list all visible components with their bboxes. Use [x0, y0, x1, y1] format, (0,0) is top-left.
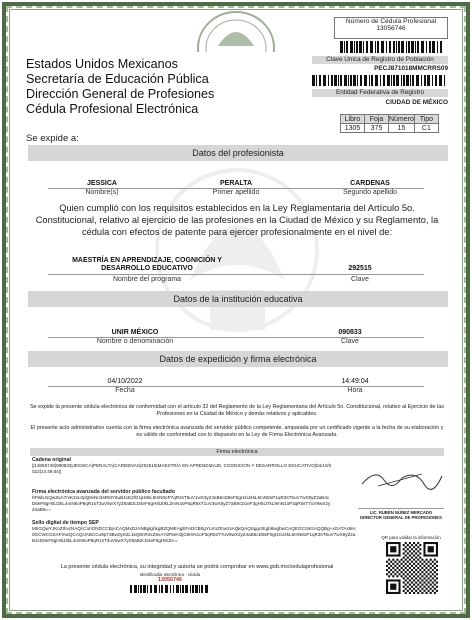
curp-barcode — [312, 75, 448, 86]
servidor-value: hF9dU1QwZaA7mK2xL0pQ8vNn3sR5tY6uB4cE2fG1jH8kL9mN0oP7qR2sT5uV1wX3yZ4aB6cD8eF0gH2iJ4kL6mN8oP1qR3sT5uV7wX9yZ2aB4cD6eF8gH0iJ2kL4mN6oP8qR1sT3uV5wX7yZ9aB2cD4eF6gH8iJ0kL2mN4oP6qR8sT1uV3wX5yZ7aB9cD1eF3gH5iJ7kL9mN1oP3qR5sT7uV9wX2yZ4aB6== — [32, 495, 331, 512]
institucion-nombre-label: Nombre o denominación — [96, 338, 174, 345]
institucion-clave-label: Clave — [341, 338, 359, 345]
cedula-barcode — [340, 41, 444, 53]
divider — [48, 274, 424, 275]
footer-text: La presente cédula electrónica, su integridad y autoría se podrá comprobar en www.gob.mx/cedulaprofesional — [60, 564, 334, 570]
footer-id-value: 13056746 — [158, 577, 182, 583]
institucion-band: Datos de la institución educativa — [28, 291, 448, 307]
entidad-value: CIUDAD DE MÉXICO — [385, 99, 448, 106]
document-title: Cédula Profesional Electrónica — [26, 102, 199, 116]
sello-value: MIIGQwYJKoZIhvcNAQcCoIIGNDCCBjACAQMxDzANBglghkgBZQMEAgEFADCB0gYLKoZIhvcNAQkQAQSggcIEgb8wgbwCAQEGCSsGAQQBg+xOATAxMA0GCWCGSAFlAwQCAQUABCCu9pT3Bw0yS2L1kQ8nR4xZ5vA7dF6eH2jG9mN1oP3qR5sT7uV9wX2yZ4aB6cD8eF0gH2iJ4kL6mN8oP1qR3sT5uV7wX9yZ2aB4cD6eF8gH0iJ2kL4mN6oP8qR1sT3uV5wX7yZ9aB2cD4eF6gH8iJ0== — [32, 526, 356, 543]
se-expide-label: Se expide a: — [26, 133, 79, 144]
sello-label: Sello digital de tiempo SEP — [32, 520, 99, 526]
cedula-number-box — [334, 17, 448, 39]
nombre-value: JESSICA — [87, 180, 117, 187]
entidad-label: Entidad Federativa de Registro — [312, 89, 448, 97]
programa-clave-label: Clave — [351, 276, 369, 283]
signer-name: LIC. RUBÉN NÚÑEZ MERCADO — [369, 510, 433, 515]
country-name: Estados Unidos Mexicanos — [26, 57, 178, 71]
libro-value: 1305 — [341, 124, 365, 133]
programa-nombre-value: MAESTRÍA EN APRENDIZAJE, COGNICIÓN Y DESARROLLO EDUCATIVO — [72, 257, 222, 272]
primer-apellido-value: PERALTA — [219, 180, 253, 187]
cedula-number-label: Número de Cédula Profesional — [345, 18, 437, 25]
cadena-label: Cadena original — [32, 457, 71, 463]
footer-id-label: Identificador electrónico - cédula — [139, 572, 201, 577]
profesionista-band: Datos del profesionista — [28, 145, 448, 161]
foja-header: Foja — [365, 115, 389, 124]
tipo-header: Tipo — [414, 115, 438, 124]
cedula-number-value: 13056746 — [376, 25, 406, 32]
footer-barcode — [130, 585, 210, 593]
institucion-nombre-value: UNIR MÉXICO — [111, 329, 159, 336]
qr-label: QR para validar la información — [381, 535, 441, 540]
qr-code-icon — [386, 542, 438, 594]
tipo-value: C1 — [414, 124, 438, 133]
cadena-value: ||13056746|090833|JESSICA|PERALTA|CARDENAS|292515|MAESTRÍA EN APRENDIZAJE, COGNICIÓN Y DESARROLLO EDUCATIVO|04/10/2022|14:49:04|| — [32, 463, 332, 474]
expedicion-band: Datos de expedición y firma electrónica — [28, 351, 448, 367]
curp-label: Clave Única de Registro de Población — [312, 56, 448, 64]
numero-header: Número — [389, 115, 414, 123]
institucion-clave-value: 090833 — [338, 329, 362, 336]
hora-label: Hora — [347, 387, 363, 394]
firma-band: Firma electrónica — [30, 448, 444, 456]
foja-value: 375 — [365, 124, 389, 133]
segundo-apellido-label: Segundo apellido — [342, 189, 398, 196]
servidor-label: Firma electrónica avanzada del servidor público facultado — [32, 489, 175, 495]
header-lines — [26, 57, 256, 117]
libro-header: Libro — [341, 115, 365, 124]
fecha-label: Fecha — [115, 387, 135, 394]
directorate-name: Dirección General de Profesiones — [26, 87, 215, 101]
national-seal-icon — [196, 8, 276, 52]
primer-apellido-label: Primer apellido — [212, 189, 260, 196]
hora-value: 14:49:04 — [341, 378, 369, 385]
libro-table — [340, 114, 439, 133]
fecha-value: 04/10/2022 — [107, 378, 143, 385]
signature-line — [358, 508, 444, 509]
curp-value: PECJ871018MMCRRS09 — [374, 65, 448, 72]
nombre-label: Nombre(s) — [85, 189, 119, 196]
legal-paragraph-1: Se expide la presente cédula electrónica de conformidad con el artículo 32 del Reglamento de la Ley Reglamentaria del Artículo 5o. Constitucional, relativo al Ejercicio de las Profesiones en la Ciudad de México y demás relativos y aplicables. — [30, 404, 444, 417]
ministry-name: Secretaría de Educación Pública — [26, 72, 209, 86]
legal-paragraph-2: El presente acto administrativo cuenta con la firma electrónica avanzada del servidor público competente, amparada por un certificado vigente a la fecha de su elaboración y es válido de conformidad con lo dispuesto en la Ley de Firma Electrónica Avanzada. — [30, 425, 444, 438]
numero-value: 15 — [389, 124, 415, 133]
programa-nombre-label: Nombre del programa — [112, 276, 182, 283]
signer-title: DIRECTOR GENERAL DE PROFESIONES — [360, 515, 442, 520]
statement-text: Quien cumplió con los requisitos establecidos en la Ley Reglamentaria del Artículo 5o. Constitucional, relativo al ejercicio de las profesiones en la Ciudad de México y su Reglamento, la cédula con efectos de patente para ejercer profesionalmente en el nivel de: — [35, 203, 439, 237]
programa-clave-value: 292515 — [348, 265, 372, 272]
signature-icon — [358, 466, 444, 492]
segundo-apellido-value: CARDENAS — [350, 180, 390, 187]
